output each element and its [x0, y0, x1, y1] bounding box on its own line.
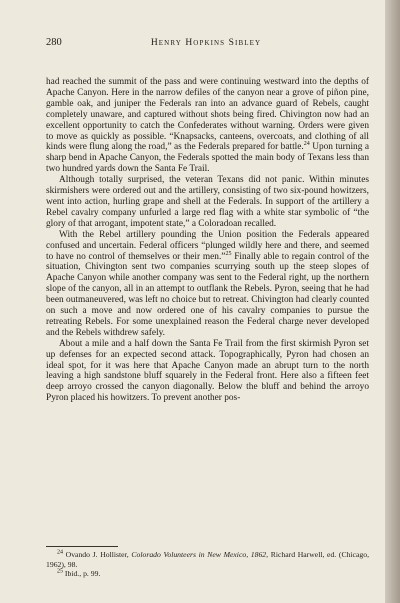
- text-run: About a mile and a half down the Santa Fe Trail from the first skirmish Pyron set up defenses for an expected second attack. Topographically, Pyron had chosen an ideal spot, for it was here that Apache Canyon made an abrupt turn to the north leaving a high sandstone bluff squarely in the Federal front. Here also a fifteen feet deep arroyo crossed the canyon diagonally. Below the bluff and behind the arroyo Pyron placed his howitzers. To prevent another pos-: [46, 338, 369, 404]
- paragraph-1: [46, 77, 369, 175]
- text-run: Ovando J. Hollister,: [63, 550, 132, 559]
- paragraph-3: [46, 230, 369, 339]
- footnote-25: [46, 569, 369, 579]
- footnote-rule: [46, 546, 118, 547]
- footnote-marker: 24: [303, 141, 310, 148]
- text-run: Richard Harwell, ed. (Chicago, 1962), 98.: [46, 550, 369, 569]
- page-gutter-edge: [385, 0, 400, 603]
- text-run: Ibid., p. 99.: [63, 569, 101, 579]
- text-run: Upon turning a sharp bend in Apache Canyon, the Federals spotted the main body of Texans less than two hundred yards down the Santa Fe Trail.: [46, 142, 369, 175]
- footnote-marker: 25: [57, 568, 63, 575]
- text-run: had reached the summit of the pass and were continuing westward into the depths of Apache Canyon. Here in the narrow defiles of the canyon near a grove of piñon pine, gamble oak, and juniper the Federals ran into an advance guard of Rebels, caught completely unaware, and captured without shots being fired. Chivington now had an excellent opportunity to catch the Confederates without warning. Orders were given to move as quickly as possible. “Knapsacks, canteens, overcoats, and clothing of all kinds were flung along the road,” as the Federals prepared for battle.: [46, 77, 369, 153]
- cited-title: Colorado Volunteers in New Mexico, 1862,: [131, 550, 269, 559]
- paragraph-2: [46, 175, 369, 230]
- footnote-marker: 25: [225, 250, 232, 257]
- footnote-marker: 24: [57, 549, 63, 556]
- footnotes: [46, 550, 369, 579]
- footnote-24: [46, 550, 369, 569]
- running-head: [46, 36, 366, 50]
- page-number: 280: [46, 37, 62, 48]
- text-run: Finally able to regain control of the situation, Chivington sent two companies scurrying south up the steep slopes of Apache Canyon while another company was sent to the Federal right, up the northern slope of the canyon, all in an attempt to outflank the Rebels. Pyron, seeing that he had been outmaneuvered, was left no choice but to retreat. Chivington had clearly counted on such a move and now ordered one of his cavalry companies to pursue the retreating Rebels. For some unexplained reason the Federal charge never developed and the Rebels withdrew safely.: [46, 251, 370, 338]
- running-title: Henry Hopkins Sibley: [150, 38, 262, 48]
- body-text: [46, 77, 369, 404]
- paragraph-4: [46, 339, 369, 404]
- text-run: With the Rebel artillery pounding the Union position the Federals appeared confused and uncertain. Federal officers “plunged wildly here and there, and seemed to have no control of themselves or their men.”: [46, 229, 369, 262]
- text-run: Although totally surprised, the veteran Texans did not panic. Within minutes skirmishers were ordered out and the artillery, consisting of two six-pound howitzers, went into action, hurling grape and shell at the Federals. In support of the artillery a Rebel cavalry company unfurled a large red flag with a white star symbolic of “the glory of that arrogant, impotent state,” a Coloradoan recalled.: [46, 175, 369, 229]
